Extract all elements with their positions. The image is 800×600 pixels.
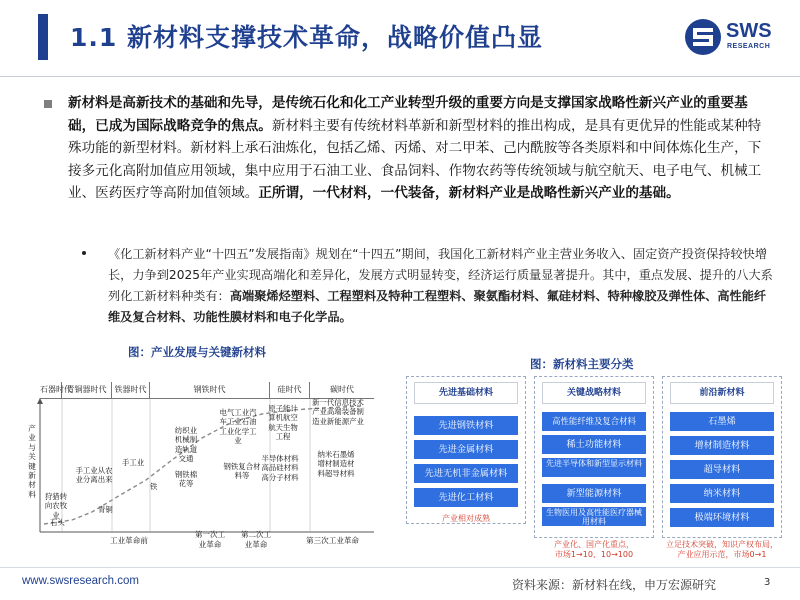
col2-item-4: 新型能源材料 [542, 484, 646, 503]
item-nano: 纳米石墨烯增材制造材料超导材料 [317, 450, 355, 478]
para-bold-end: 正所谓，一代材料，一代装备，新材料产业是战略性新兴产业的基础。 [258, 185, 680, 201]
item-steel-composite: 钢铁复合材料等 [223, 462, 261, 481]
revolution-row [110, 530, 382, 560]
col1-item-1: 先进钢铁材料 [414, 416, 518, 435]
sws-logo-icon [684, 18, 722, 56]
col1-note: 产业相对成熟 [442, 514, 490, 523]
footer-source: 资料来源：新材料在线，申万宏源研究 [512, 578, 717, 592]
col2-head: 关键战略材料 [542, 382, 646, 404]
col3-item-3: 超导材料 [670, 460, 774, 479]
item-textile: 纺织业机械制造轨道交通 [174, 426, 198, 464]
col2-note-1: 产业化、国产化重点， [554, 540, 634, 549]
new-material-classification-figure [400, 372, 788, 562]
slide-title: 1.1 新材料支撑技术革命，战略价值凸显 [70, 23, 543, 52]
item-iron: 铁 [150, 482, 158, 491]
col1-head: 先进基础材料 [414, 382, 518, 404]
item-semiconductor: 半导体材料高品硅材料高分子材料 [261, 454, 299, 482]
title-accent-bar [38, 14, 48, 60]
item-electrical: 电气工业汽车工业石油工业化学工业 [219, 408, 257, 446]
figure2-caption: 图：新材料主要分类 [530, 357, 634, 371]
rev-first: 第一次工业革命 [194, 530, 226, 549]
col3-head: 前沿新材料 [670, 382, 774, 404]
para-bold-lead: 新材料是高新技术的基础和先导，是传统石化和化工产业转型升级的重要方向是支撑国家战略性新兴产业的重要基础，已成为国际战略竞争的焦点。 [68, 95, 748, 134]
rev-pre: 工业革命前 [110, 536, 148, 545]
col1-item-2: 先进金属材料 [414, 440, 518, 459]
col3-item-4: 纳米材料 [670, 484, 774, 503]
main-paragraph [68, 92, 773, 205]
figure1-caption: 图：产业发展与关键新材料 [128, 345, 266, 359]
sub-bold: 高端聚烯烃塑料、工程塑料及特种工程塑料、聚氨酯材料、氟硅材料、特种橡胶及弹性体、高性能纤维及复合材料、功能性膜材料和电子化学品。 [108, 289, 767, 324]
header-divider [0, 76, 800, 77]
item-handicraft: 手工业 [122, 458, 145, 467]
era-carbon: 碳时代 [330, 385, 354, 394]
era-row [40, 382, 374, 398]
sws-logo [684, 18, 784, 58]
item-bronze: 青铜 [98, 505, 113, 514]
logo-subtext: RESEARCH [727, 43, 771, 50]
era-silicon: 硅时代 [270, 382, 310, 398]
rev-third: 第三次工业革命 [306, 536, 360, 545]
footer-divider [0, 567, 800, 568]
col3-item-2: 增材制造材料 [670, 436, 774, 455]
col3-item-5: 极端环境材料 [670, 508, 774, 527]
era-steel: 钢铁时代 [150, 382, 270, 398]
col3-note-1: 立足技术突破，知识产权布局， [666, 540, 778, 549]
era-bronze: 青铜器时代 [62, 382, 112, 398]
item-new-gen-it: 新一代信息技术产业高端装备制造业新能源产业 [312, 398, 364, 426]
industry-development-figure [22, 364, 382, 564]
square-bullet-icon [44, 100, 52, 108]
col2-item-3: 先进半导体和新型显示材料 [542, 458, 646, 477]
rev-second: 第二次工业革命 [240, 530, 272, 549]
figure1-y-label: 产业与关键新材料 [28, 424, 36, 499]
col2-item-2: 稀土功能材料 [542, 435, 646, 454]
col3-note-2: 产业应用示范，市场0→1 [677, 550, 767, 559]
sub-paragraph [108, 244, 776, 328]
footer-url[interactable]: www.swsresearch.com [22, 575, 139, 587]
page-number: 3 [764, 577, 771, 588]
slide-header [0, 0, 800, 78]
item-stone: 石头 [50, 518, 65, 527]
dot-bullet-icon [82, 251, 86, 255]
item-steel-cotton: 钢铁棉花等 [174, 470, 198, 489]
sub-body: 《化工新材料产业“十四五”发展指南》规划在“十四五”期间，我国化工新材料产业主营业务收入、固定资产投资保持较快增长，力争到2025年产业实现高端化和差异化，发展方式明显转变，经济运行质量显著提升。其中，重点发展、提升的八大系列化工新材料种类有： [108, 247, 773, 303]
item-handicraft-split: 手工业从农业分离出来 [75, 466, 113, 485]
col2-item-1: 高性能纤维及复合材料 [542, 412, 646, 431]
item-atomic: 原子能计算机航空航天生物工程 [268, 404, 298, 442]
logo-text: SWS [726, 20, 772, 42]
era-stone: 石器时代 [40, 382, 62, 398]
col1-item-3: 先进无机非金属材料 [414, 464, 518, 483]
item-hunting: 狩猎转向农牧业 [44, 492, 68, 520]
col2-item-5: 生物医用及高性能医疗器械用材料 [542, 507, 646, 526]
col3-item-1: 石墨烯 [670, 412, 774, 431]
era-iron: 铁器时代 [112, 382, 150, 398]
col2-note-2: 市场1→10、10→100 [554, 550, 634, 559]
para-body: 新材料主要有传统材料革新和新型材料的推出构成，是具有更优异的性能或某种特殊功能的新型材料。新材料上承石油炼化，包括乙烯、丙烯、对二甲苯、己内酰胺等各类原料和中间体炼化生产，下接多元化高附加值应用领域，集中应用于石油工业、食品饲料、作物农药等传统领域与航空航天、电子电气、机械工业、医药医疗等高附加值领域。 [68, 117, 762, 201]
col1-item-4: 先进化工材料 [414, 488, 518, 507]
